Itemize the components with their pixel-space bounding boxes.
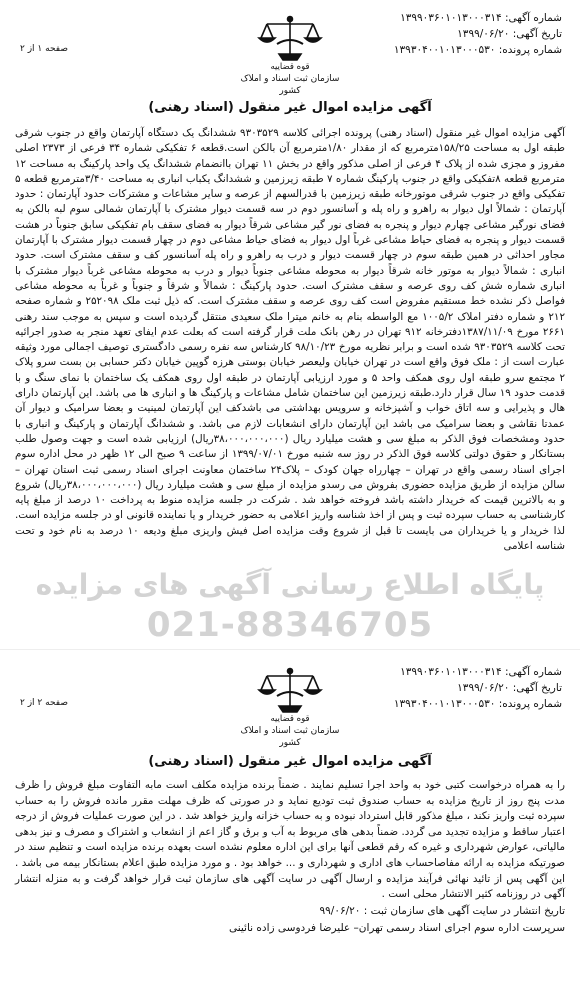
scales-of-justice-icon [257, 666, 323, 714]
notice-page-2 [0, 650, 580, 1006]
case-number: شماره پرونده: ۱۳۹۳۰۴۰۰۱۰۱۳۰۰۰۵۳۰ [393, 698, 562, 710]
notice-body-text: را به همراه درخواست کتبی خود به واحد اجرا تسلیم نمایند . ضمناً برنده مزایده مکلف است مابه التفاوت مبلغ فروش را ظرف مدت پنج روز از تاریخ مزایده به حساب صندوق ثبت تودیع نماید و در صورتی که ظرف مهلت مقرر مانده فروش را به حساب سپرده ثبت واریز نکند ، مبلغ مذکور قابل استرداد نبوده و به حساب خزانه واریز خواهد شد . در این صورت عملیات فروش از درجه اعتبار ساقط و مزایده تجدید می گردد. ضمناً بدهی های مربوط به آب و برق و گاز اعم از انشعاب و اشتراک و مصرف و نیز بدهی مالیاتی، عوارض شهرداری و غیره که رقم قطعی آنها برای این اداره معلوم نشده است بعهده برنده مزایده است و تنظیم سند در صورتیکه مزایده به ارائه مفاصاحساب های اداری و شهرداری و ... خواهد بود . و مورد مزایده طبق اعلام بستانکار بیمه می باشد . این آگهی پس از تائید نهائی فرآیند مزایده و ارسال آگهی در سایت آگهی های سازمان ثبت قرار خواهد گرفت و به منزله انتشار آگهی در روزنامه کثیر الانتشار محلی است . [15, 779, 565, 901]
ad-number: شماره آگهی: ۱۳۹۹۰۳۶۰۱۰۱۳۰۰۰۳۱۴ [400, 666, 562, 678]
emblem-org-judiciary: قوه قضاییه [270, 62, 310, 72]
emblem-org-registry: سازمان ثبت اسناد و املاک کشور [240, 74, 340, 96]
notice-body [15, 778, 565, 937]
judiciary-emblem [238, 14, 342, 97]
notice-meta [382, 664, 562, 712]
page-number: صفحه ۱ از ۲ [20, 44, 68, 54]
notice-body: آگهی مزایده اموال غیر منقول (اسناد رهنی) پرونده اجرائی کلاسه ۹۳۰۳۵۲۹ ششدانگ یک دستگاه آپارتمان واقع در جنوب شرقی طبقه اول به مساحت ۱۵۸/۲۵مترمربع که از مقدار ۱/۸۰مترمربع آن بالکن است.قطعه ۶ تفکیکی شماره ۳۴ فرعی از ۲۳۷۳ اصلی مفروز و مجزی شده از پلاک ۴ فرعی از اصلی مذکور واقع در بخش ۱۱ تهران باانضمام ششدانگ یک واحد پارکینگ به مساحت ۱۲ مترمربع قطعه ۸تفکیکی واقع در جنوب پارکینگ شماره ۷ طبقه زیرزمین و ششدانگ یکباب انباری به مساحت ۳/۴۰مترمربع قطعه ۵ تفکیکی واقع در جنوب شرقی موتورخانه طبقه زیرزمین با قدرالسهم از عرصه و سایر مشاعات و مشترکات حدود آپارتمان : حدود آپارتمان : شمالاً اول دیوار به راهرو و راه پله و آسانسور دوم در سه قسمت دیوار مشترک با آپارتمان شمالی سوم لبه بالکن به فضای نورگیر مشاعی چهارم دیوار و پنجره به فضای نور گیر مشاعی شرقاً دیوار به فضای سقف بام تفکیکی سابق جنوباً در هشت قسمت دیوار و پنجره به فضای حیاط مشاعی غرباً اول دیوار به فضای حیاط مشاعی دوم در چهار قسمت دیوار مشترک با آپارتمان مجاور احداثی در همین طبقه سوم در چهار قسمت دیوار و درب به راهرو و راه پله آسانسور کف و سقف مشترک است. حدود انباری : شمالاً دیوار به موتور خانه شرقاً دیوار به محوطه مشاعی جنوباً دیوار و درب به محوطه مشاعی غرباً دیوار مشترک با انباری شماره شش کف روی عرصه و سقف مشترک است. حدود پارکینگ : شمالاً و شرقاً و جنوباً و غرباً به محوطه مشاعی فواصل ذکر نشده خط مستقیم مفروض است کف روی عرصه و سقف مشترک است. که ذیل ثبت ملک ۲۵۲۰۹۸ و شماره صفحه ۲۱۲ و شماره دفتر املاک ۱۰۰۵/۲ مع الواسطه بنام به خانم میترا ملک سعیدی منتقل گردیده است و سپس به موجب سند رهنی ۲۶۶۱ مورخ ۱۳۸۷/۱۱/۰۹دفترخانه ۹۱۲ تهران در رهن بانک ملت قرار گرفته است که بعلت عدم ایفای تعهد منجر به صدور اجرائیه تحت کلاسه ۹۳۰۳۵۲۹ شده است و برابر نظریه مورخ ۹۸/۱۰/۲۳ کارشناس سه نفره رسمی دادگستری توصیف اجمالی مورد وثیقه عبارت است از : ملک فوق واقع است در تهران خیابان ولیعصر خیابان بوستی هرزه گوپین خیابان دکتر حسابی بن بست سرو پلاک ۲ مجتمع سرو طبقه اول روی همکف واحد ۵ و مورد ارزیابی آپارتمان در طبقه اول روی همکف یک ساختمان با نمای سنگ و با قدمت حدود ۱۹ سال قرار دارد.طبقه زیرزمین این ساختمان شامل مشاعات و پارکینگ ها و انباری ها می باشد. این آپارتمان دارای هال و پذیرایی و سه اتاق خواب و آشپزخانه و سرویس بهداشتی می باشدکف این آپارتمان لمینیت و بعضا سرامیک و دیوار آن عمدتا نقاشی و بعضا سرامیک می باشد این آپارتمان دارای انشعابات لازم می باشد. و ششدانگ آپارتمان و پارکینگ و انباری با حدود ومشخصات فوق الذکر به مبلغ سی و هشت میلیارد ریال (۳۸،۰۰۰،۰۰۰،۰۰۰ریال) ارزیابی شده است و جهت وصول طلب بستانکار و حقوق دولتی کلاسه فوق الذکر در روز سه شنبه مورخ ۱۳۹۹/۰۷/۰۱ از ساعت ۹ صبح الی ۱۲ ظهر در محل اداره سوم اجرای اسناد رسمی واقع در تهران – چهارراه جهان کودک – پلاک۲۴ ساختمان معاونت اجرای اسناد رسمی ثبت استان تهران – سالن مزایده از طریق مزایده حضوری بفروش می رسدو مزایده از مبلغ سی و هشت میلیارد ریال (۳۸،۰۰۰،۰۰۰،۰۰۰ریال) شروع و به بالاترین قیمت که خریدار داشته باشد فروخته خواهد شد . شرکت در جلسه مزایده منوط به پرداخت ۱۰ درصد از مبلغ پایه کارشناسی به حساب سپرده ثبت و پس از اخذ شناسه واریز اعلامی به حضور خریدار و یا نماینده قانونی او در جلسه مزایده است. لذا خریدار و یا خریداران می بایست تا قبل از شروع وقت مزایده اصل فیش واریزی مبلغ ودیعه ۱۰ درصد به نام خود و تحت شناسه اعلامی [15, 127, 566, 553]
notice-title: آگهی مزایده اموال غیر منقول (اسناد رهنی) [148, 754, 432, 769]
emblem-org-judiciary: قوه قضاییه [270, 714, 310, 724]
signature-line: سرپرست اداره سوم اجرای اسناد رسمی تهران– علیرضا فردوسی زاده نائینی [228, 921, 565, 934]
ad-date: تاریخ آگهی: ۱۳۹۹/۰۶/۲۰ [457, 28, 562, 40]
scales-of-justice-icon [257, 14, 323, 62]
ad-date: تاریخ آگهی: ۱۳۹۹/۰۶/۲۰ [457, 682, 562, 694]
watermark-phone: 021-88346705 [146, 605, 434, 645]
notice-meta [382, 10, 562, 58]
watermark-text: پایگاه اطلاع رسانی آگهی های مزایده [35, 568, 545, 601]
case-number: شماره پرونده: ۱۳۹۳۰۴۰۰۱۰۱۳۰۰۰۵۳۰ [393, 44, 562, 56]
judiciary-emblem [238, 666, 342, 749]
ad-number: شماره آگهی: ۱۳۹۹۰۳۶۰۱۰۱۳۰۰۰۳۱۴ [400, 12, 562, 24]
emblem-org-registry: سازمان ثبت اسناد و املاک کشور [240, 726, 340, 748]
page-number: صفحه ۲ از ۲ [20, 698, 68, 708]
notice-title: آگهی مزایده اموال غیر منقول (اسناد رهنی) [148, 100, 432, 115]
publish-date: تاریخ انتشار در سایت آگهی های سازمان ثبت : ۹۹/۰۶/۲۰ [319, 904, 565, 917]
